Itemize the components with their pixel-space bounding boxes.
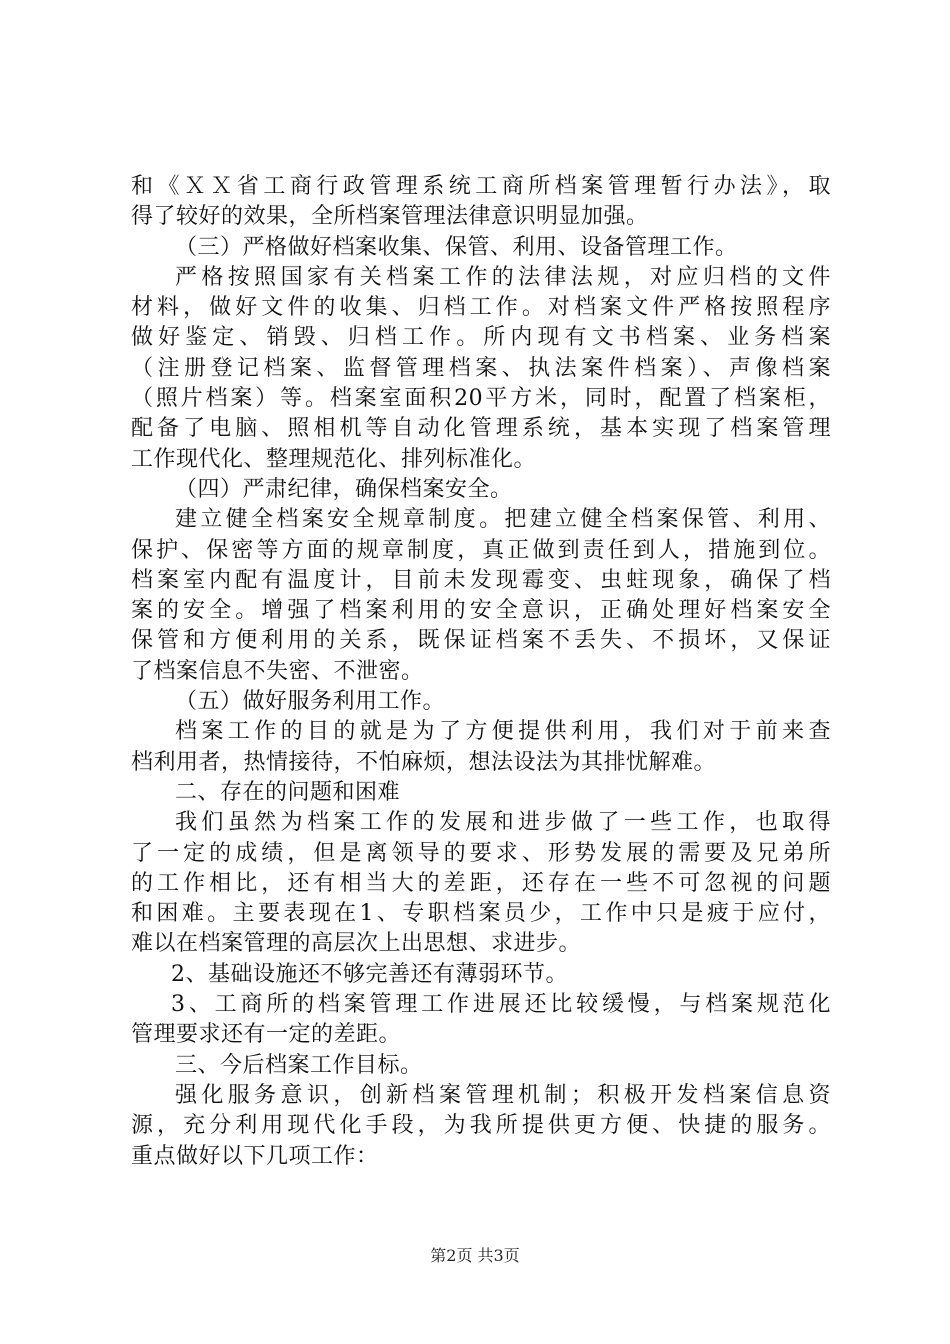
section-heading: （五）做好服务利用工作。 — [175, 689, 446, 715]
document-body — [131, 172, 831, 1172]
text-line: 配备了电脑、照相机等自动化管理系统，基本实现了档案管理 — [131, 416, 831, 442]
text-line: 源，充分利用现代化手段，为我所提供更方便、快捷的服务。 — [131, 1113, 831, 1139]
section-heading: 三、今后档案工作目标。 — [175, 1052, 423, 1078]
text-line: 3、工商所的档案管理工作进展还比较缓慢，与档案规范化 — [171, 992, 831, 1018]
text-line: 档利用者，热情接待，不怕麻烦，想法设法为其排忧解难。 — [131, 749, 717, 775]
section-heading: 二、存在的问题和困难 — [175, 779, 401, 805]
text-line: 管理要求还有一定的差距。 — [131, 1022, 402, 1048]
text-line: 我们虽然为档案工作的发展和进步做了一些工作，也取得 — [175, 810, 831, 836]
text-line: 严格按照国家有关档案工作的法律法规，对应归档的文件 — [175, 264, 831, 290]
section-heading: （四）严肃纪律，确保档案安全。 — [175, 476, 513, 502]
text-line: 材料，做好文件的收集、归档工作。对档案文件严格按照程序 — [131, 295, 831, 321]
text-line: 了档案信息不失密、不泄密。 — [131, 658, 424, 684]
text-line: 得了较好的效果，全所档案管理法律意识明显加强。 — [131, 204, 649, 230]
text-line: （照片档案）等。档案室面积20平方米，同时，配置了档案柜， — [131, 386, 831, 412]
text-line: 的工作相比，还有相当大的差距，还存在一些不可忽视的问题 — [131, 870, 831, 896]
text-line: 建立健全档案安全规章制度。把建立健全档案保管、利用、 — [175, 507, 831, 533]
text-line: 档案工作的目的就是为了方便提供利用，我们对于前来查 — [175, 719, 831, 745]
text-line: 案的安全。增强了档案利用的安全意识，正确处理好档案安全 — [131, 598, 831, 624]
text-line: （注册登记档案、监督管理档案、执法案件档案）、声像档案 — [131, 355, 831, 381]
text-line: 难以在档案管理的高层次上出思想、求进步。 — [131, 931, 582, 957]
section-heading: （三）严格做好档案收集、保管、利用、设备管理工作。 — [175, 234, 738, 260]
text-line: 保管和方便利用的关系，既保证档案不丢失、不损坏，又保证 — [131, 628, 831, 654]
text-line: 2、基础设施还不够完善还有薄弱环节。 — [171, 961, 568, 987]
text-line: 档案室内配有温度计，目前未发现霉变、虫蛀现象，确保了档 — [131, 567, 831, 593]
page-number-footer: 第2页 共3页 — [430, 1246, 520, 1265]
text-line: 了一定的成绩，但是离领导的要求、形势发展的需要及兄弟所 — [131, 840, 831, 866]
text-line: 工作现代化、整理规范化、排列标准化。 — [131, 446, 537, 472]
text-line: 和《ＸＸ省工商行政管理系统工商所档案管理暂行办法》，取 — [131, 174, 831, 199]
text-line: 重点做好以下几项工作： — [131, 1143, 379, 1169]
text-line: 做好鉴定、销毁、归档工作。所内现有文书档案、业务档案 — [131, 325, 831, 351]
text-line: 保护、保密等方面的规章制度，真正做到责任到人，措施到位。 — [131, 537, 831, 563]
text-line: 和困难。主要表现在1、专职档案员少，工作中只是疲于应付， — [131, 901, 831, 927]
text-line: 强化服务意识，创新档案管理机制；积极开发档案信息资 — [175, 1082, 831, 1108]
